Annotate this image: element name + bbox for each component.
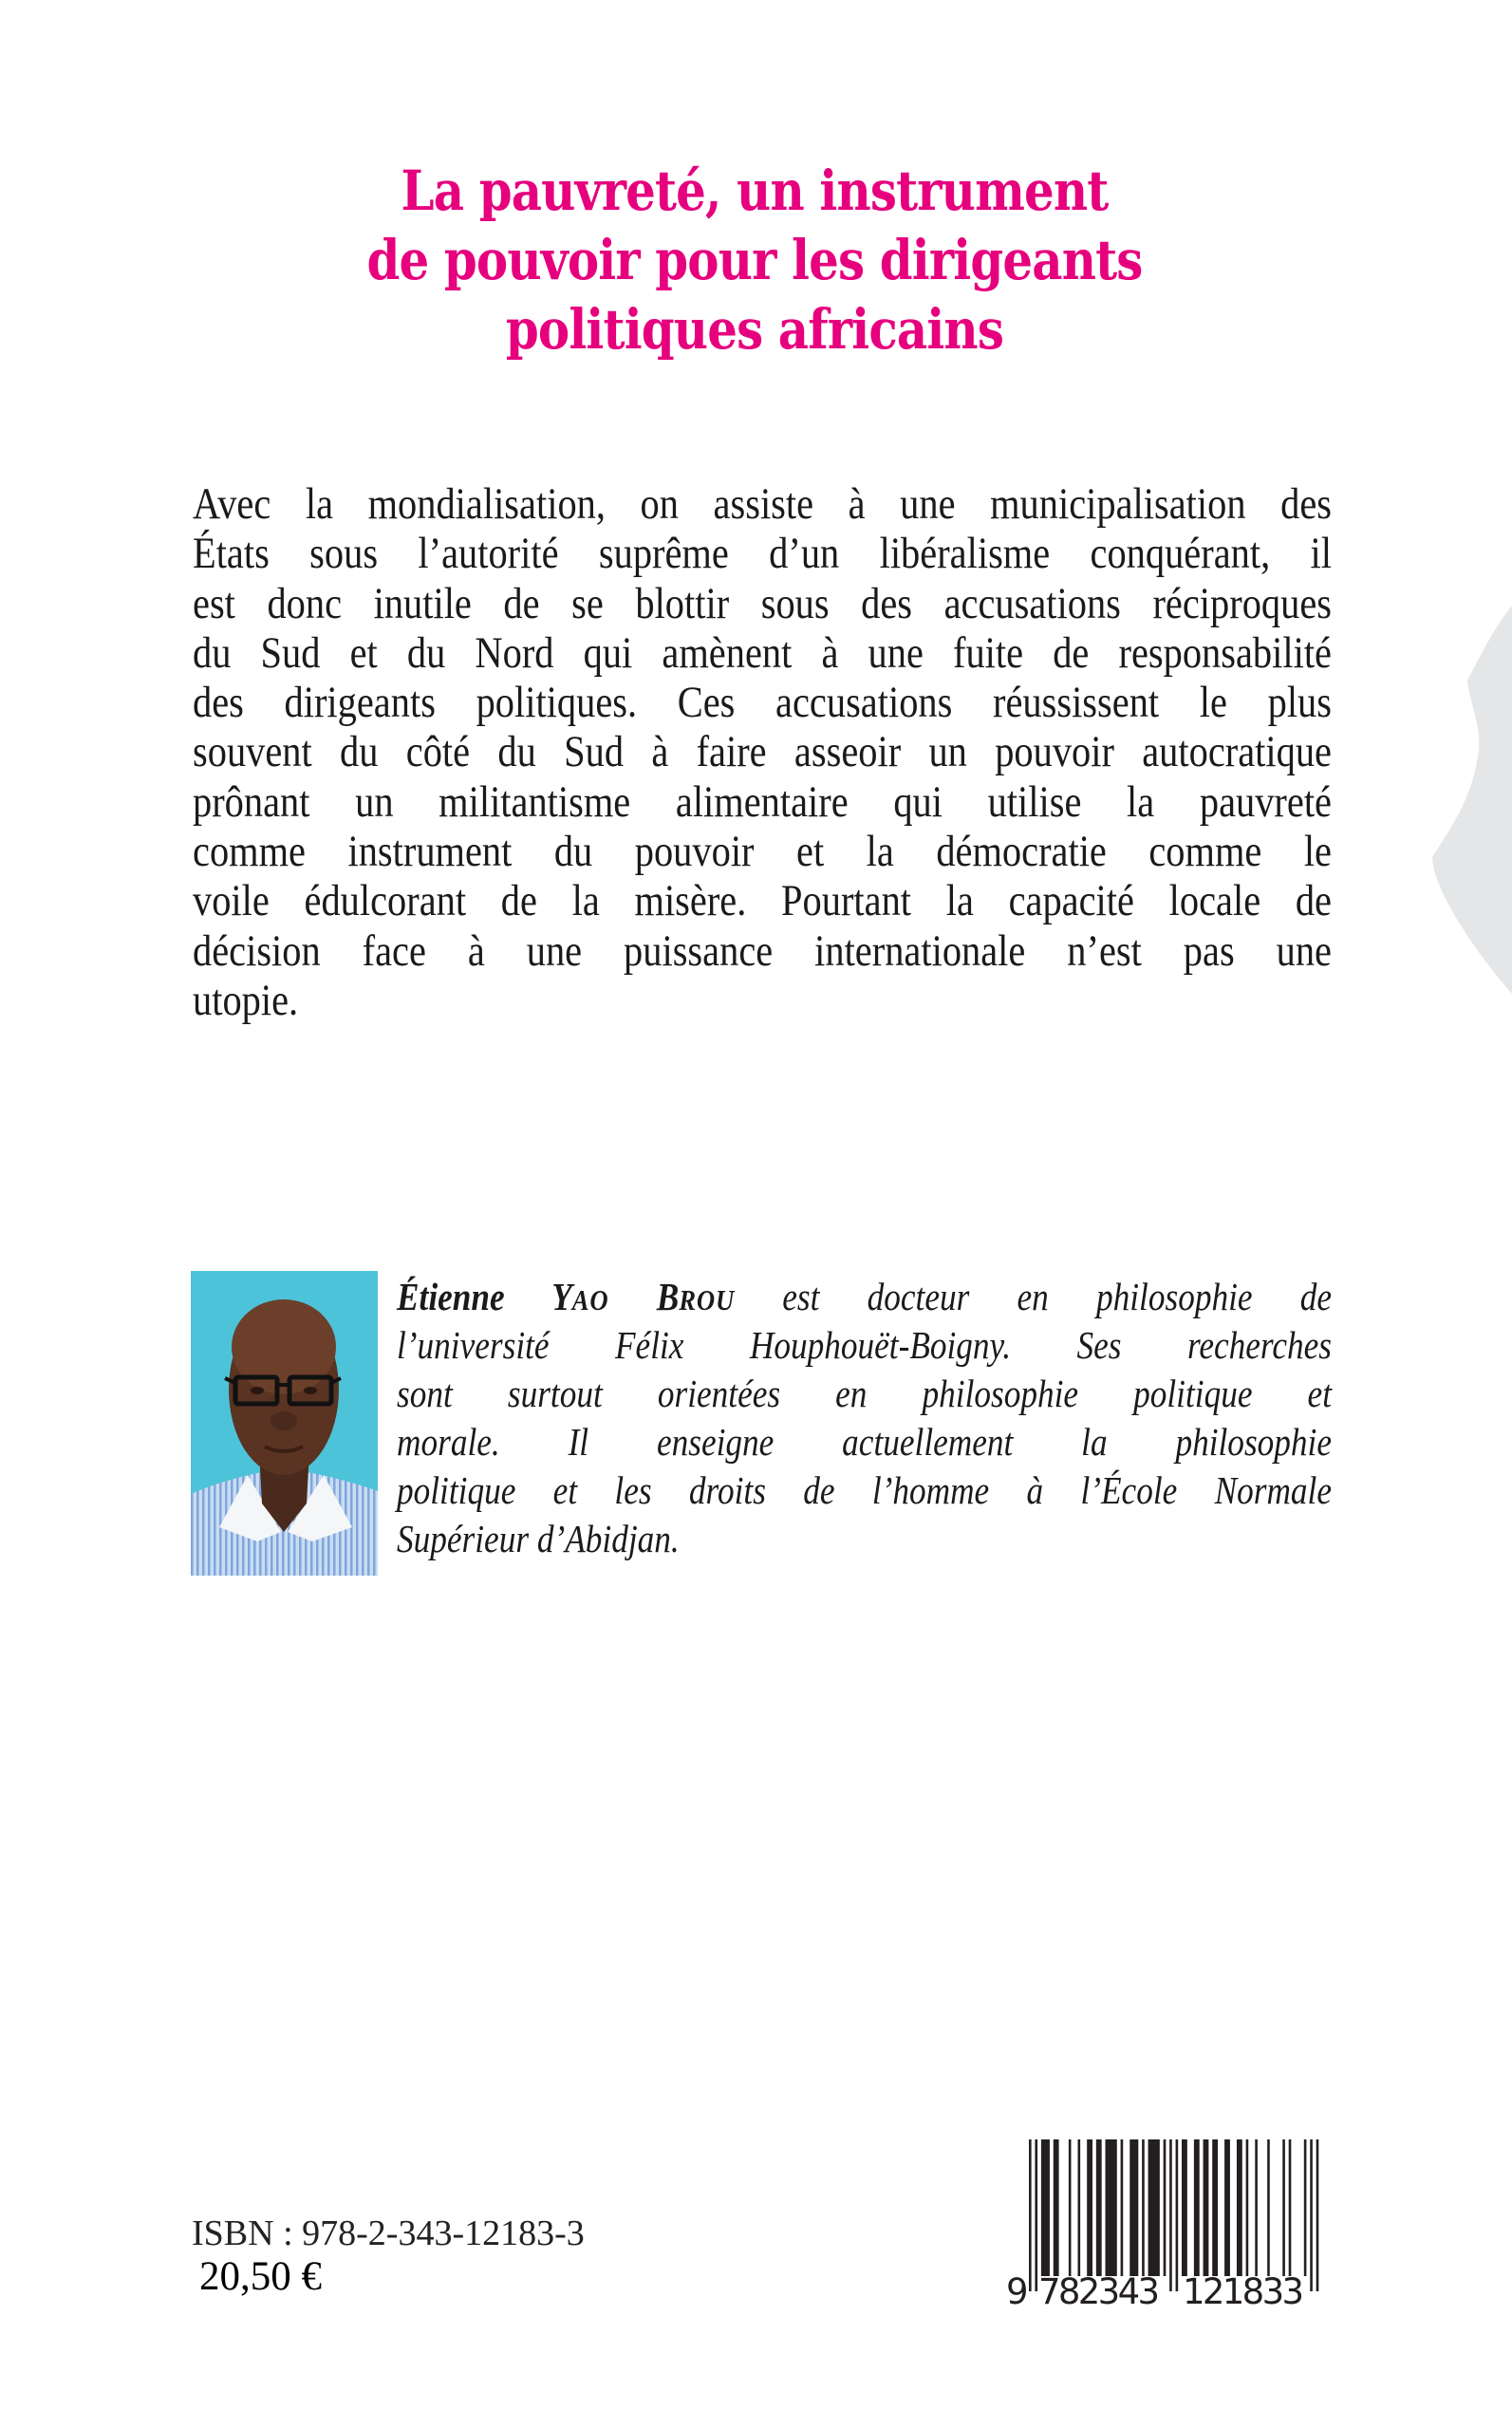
author-bio — [397, 1273, 1332, 1563]
price-label: 20,50 € — [199, 2254, 322, 2299]
barcode-icon — [997, 2136, 1329, 2316]
title-line: de pouvoir pour les dirigeants — [366, 228, 1143, 292]
barcode-first-digit: 9 — [1006, 2271, 1029, 2312]
bio-line: l’université Félix Houphouët-Boigny. Ses recherches — [397, 1323, 1332, 1367]
summary-line: voile édulcorant de la misère. Pourtant la capacité locale de — [193, 876, 1332, 926]
book-summary — [193, 479, 1332, 1025]
summary-line: des dirigeants politiques. Ces accusations réussissent le plus — [193, 678, 1332, 728]
book-title — [142, 157, 1367, 364]
summary-line: décision face à une puissance internationale n’est pas une — [193, 925, 1332, 976]
summary-line: États sous l’autorité suprême d’un libéralisme conquérant, il — [193, 529, 1332, 579]
author-name: Étienne YAO BROU — [397, 1275, 736, 1318]
summary-line: comme instrument du pouvoir et la démocratie comme le — [193, 827, 1332, 877]
title-line: La pauvreté, un instrument — [401, 159, 1109, 223]
author-photo — [191, 1271, 378, 1576]
bio-line: Étienne YAO BROU est docteur en philosophie de — [397, 1275, 1332, 1318]
barcode-right-digits: 121833 — [1183, 2271, 1304, 2312]
bio-line: politique et les droits de l’homme à l’École Normale — [397, 1468, 1332, 1512]
title-line: politiques africains — [505, 297, 1004, 362]
summary-line: du Sud et du Nord qui amènent à une fuite de responsabilité — [193, 627, 1332, 678]
bio-line: Supérieur d’Abidjan. — [397, 1517, 680, 1560]
barcode-left-digits: 782343 — [1038, 2271, 1160, 2312]
summary-line: souvent du côté du Sud à faire asseoir un pouvoir autocratique — [193, 727, 1332, 777]
isbn-label: ISBN : 978-2-343-12183-3 — [192, 2213, 585, 2253]
summary-line: prônant un militantisme alimentaire qui utilise la pauvreté — [193, 776, 1332, 827]
summary-line: Avec la mondialisation, on assiste à une municipalisation des — [193, 479, 1332, 529]
bio-line: morale. Il enseigne actuellement la philosophie — [397, 1420, 1332, 1464]
bio-line: sont surtout orientées en philosophie politique et — [397, 1372, 1332, 1415]
summary-line: est donc inutile de se blottir sous des accusations réciproques — [193, 578, 1332, 628]
author-portrait-icon — [191, 1271, 378, 1576]
ean13-barcode — [997, 2136, 1329, 2316]
summary-line: utopie. — [193, 975, 299, 1025]
